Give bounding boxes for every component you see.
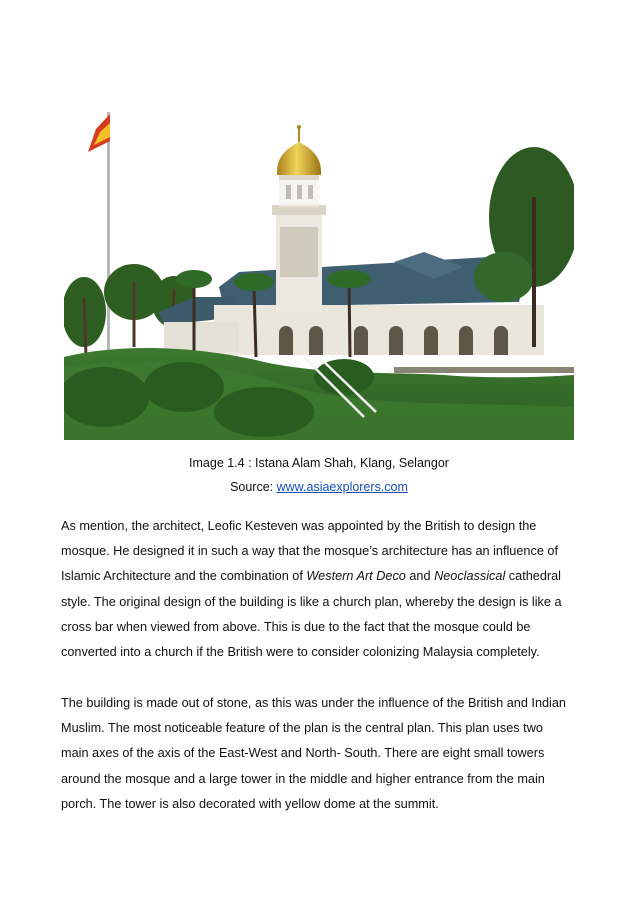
paragraph-line: mosque. He designed it in such a way that the mosque’s architecture has an influence of [61,544,558,559]
paragraph-architect [61,514,581,665]
paragraph-line: style. The original design of the building is like a church plan, whereby the design is like a [61,594,562,609]
image-source [0,480,638,494]
paragraph-line: converted into a church if the British were to consider colonizing Malaysia completely. [61,645,540,660]
emphasis-neoclassical: Neoclassical [434,569,506,584]
source-label: Source: [230,480,277,494]
emphasis-art-deco: Western Art Deco [306,569,406,584]
source-link[interactable]: www.asiaexplorers.com [276,480,408,494]
paragraph-line: main axes of the axis of the East-West and North- South. There are eight small towers [61,746,545,761]
paragraph-line: As mention, the architect, Leofic Kesteven was appointed by the British to design the [61,519,537,533]
image-caption [0,456,638,470]
text-fragment: Islamic Architecture and the combination of [61,569,307,584]
caption-title: Image 1.4 : Istana Alam Shah, Klang, Selangor [189,456,449,470]
paragraph-line: porch. The tower is also decorated with yellow dome at the summit. [61,796,439,811]
paragraph-building [61,691,581,817]
paragraph-line [61,564,581,589]
text-fragment: cathedral [505,569,561,584]
paragraph-line: The building is made out of stone, as this was under the influence of the British and Indian [61,696,566,710]
paragraph-line: Muslim. The most noticeable feature of the plan is the central plan. This plan uses two [61,721,543,736]
text-fragment: and [405,569,435,584]
palace-photo [64,57,574,440]
paragraph-line: around the mosque and a large tower in the middle and higher entrance from the main [61,771,545,786]
paragraph-line: cross bar when viewed from above. This is due to the fact that the mosque could be [61,619,531,634]
